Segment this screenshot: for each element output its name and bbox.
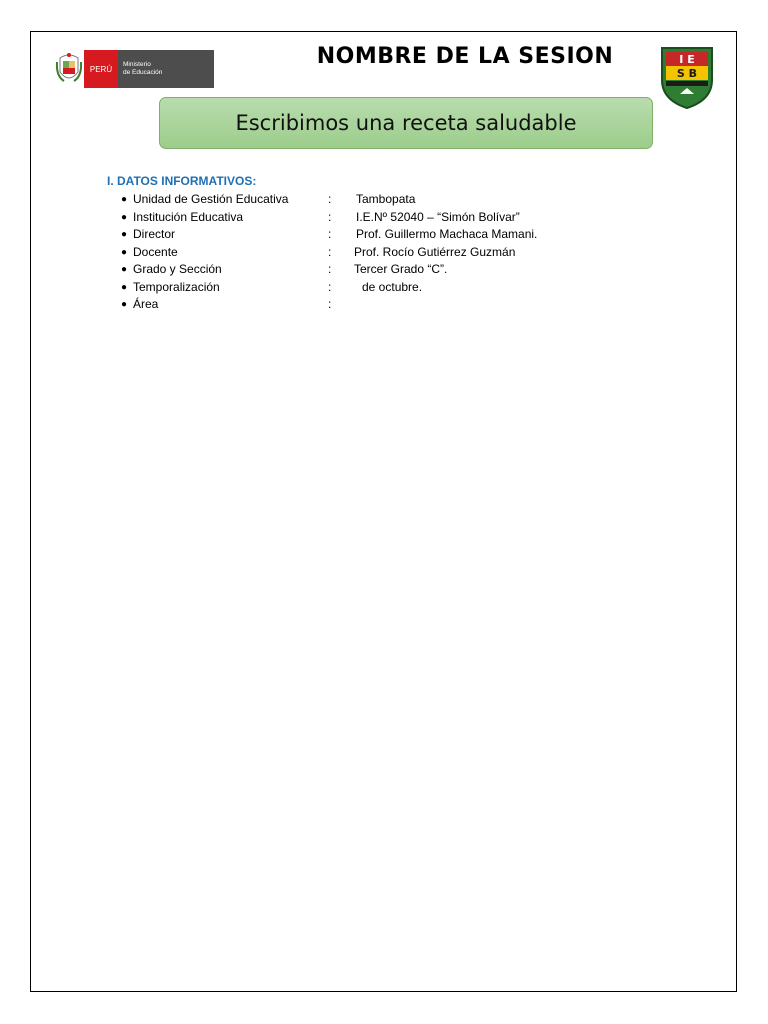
ministry-label xyxy=(118,50,214,88)
coat-of-arms-icon xyxy=(56,52,82,86)
page-title: NOMBRE DE LA SESION xyxy=(316,44,614,69)
item-label: Director xyxy=(133,227,176,241)
session-name-box xyxy=(159,97,653,149)
item-label: Docente xyxy=(133,244,178,259)
section-heading-datos: I. DATOS INFORMATIVOS: xyxy=(107,174,257,188)
bullet-icon: ● xyxy=(121,299,128,310)
item-separator: : xyxy=(328,279,332,294)
list-item xyxy=(121,297,641,315)
item-separator: : xyxy=(328,192,332,206)
ministry-line-1: Ministerio xyxy=(123,61,151,68)
bullet-icon: ● xyxy=(121,264,128,275)
datos-list xyxy=(121,192,641,315)
shield-top-letters: I E xyxy=(679,53,695,66)
item-label: Grado y Sección xyxy=(133,262,222,276)
item-value: I.E.Nº 52040 – “Simón Bolívar” xyxy=(356,209,520,224)
item-separator: : xyxy=(328,244,332,259)
peru-label: PERÚ xyxy=(84,50,118,88)
item-separator: : xyxy=(328,227,332,241)
item-value: Prof. Rocío Gutiérrez Guzmán xyxy=(354,244,516,259)
bullet-icon: ● xyxy=(121,246,128,258)
list-item xyxy=(121,262,641,280)
bullet-icon: ● xyxy=(121,229,128,240)
item-label: Unidad de Gestión Educativa xyxy=(133,192,289,206)
item-value: Tercer Grado “C”. xyxy=(354,262,448,276)
list-item xyxy=(121,245,641,263)
school-shield-icon xyxy=(658,44,716,110)
shield-bottom-letters: S B xyxy=(676,67,698,80)
bullet-icon: ● xyxy=(121,211,128,223)
list-item xyxy=(121,192,641,210)
session-name: Escribimos una receta saludable xyxy=(235,111,577,135)
list-item xyxy=(121,210,641,228)
item-value: de octubre. xyxy=(362,279,423,294)
list-item xyxy=(121,280,641,298)
item-label: Área xyxy=(133,297,159,311)
item-label: Institución Educativa xyxy=(133,209,244,224)
item-label: Temporalización xyxy=(133,279,220,294)
item-value: Tambopata xyxy=(356,192,416,206)
item-value: Prof. Guillermo Machaca Mamani. xyxy=(356,227,538,241)
item-separator: : xyxy=(328,209,332,224)
bullet-icon: ● xyxy=(121,281,128,293)
item-separator: : xyxy=(328,297,332,311)
bullet-icon: ● xyxy=(121,194,128,205)
ministry-logo xyxy=(56,50,214,88)
list-item xyxy=(121,227,641,245)
ministry-line-2: de Educación xyxy=(123,69,163,76)
item-separator: : xyxy=(328,262,332,276)
